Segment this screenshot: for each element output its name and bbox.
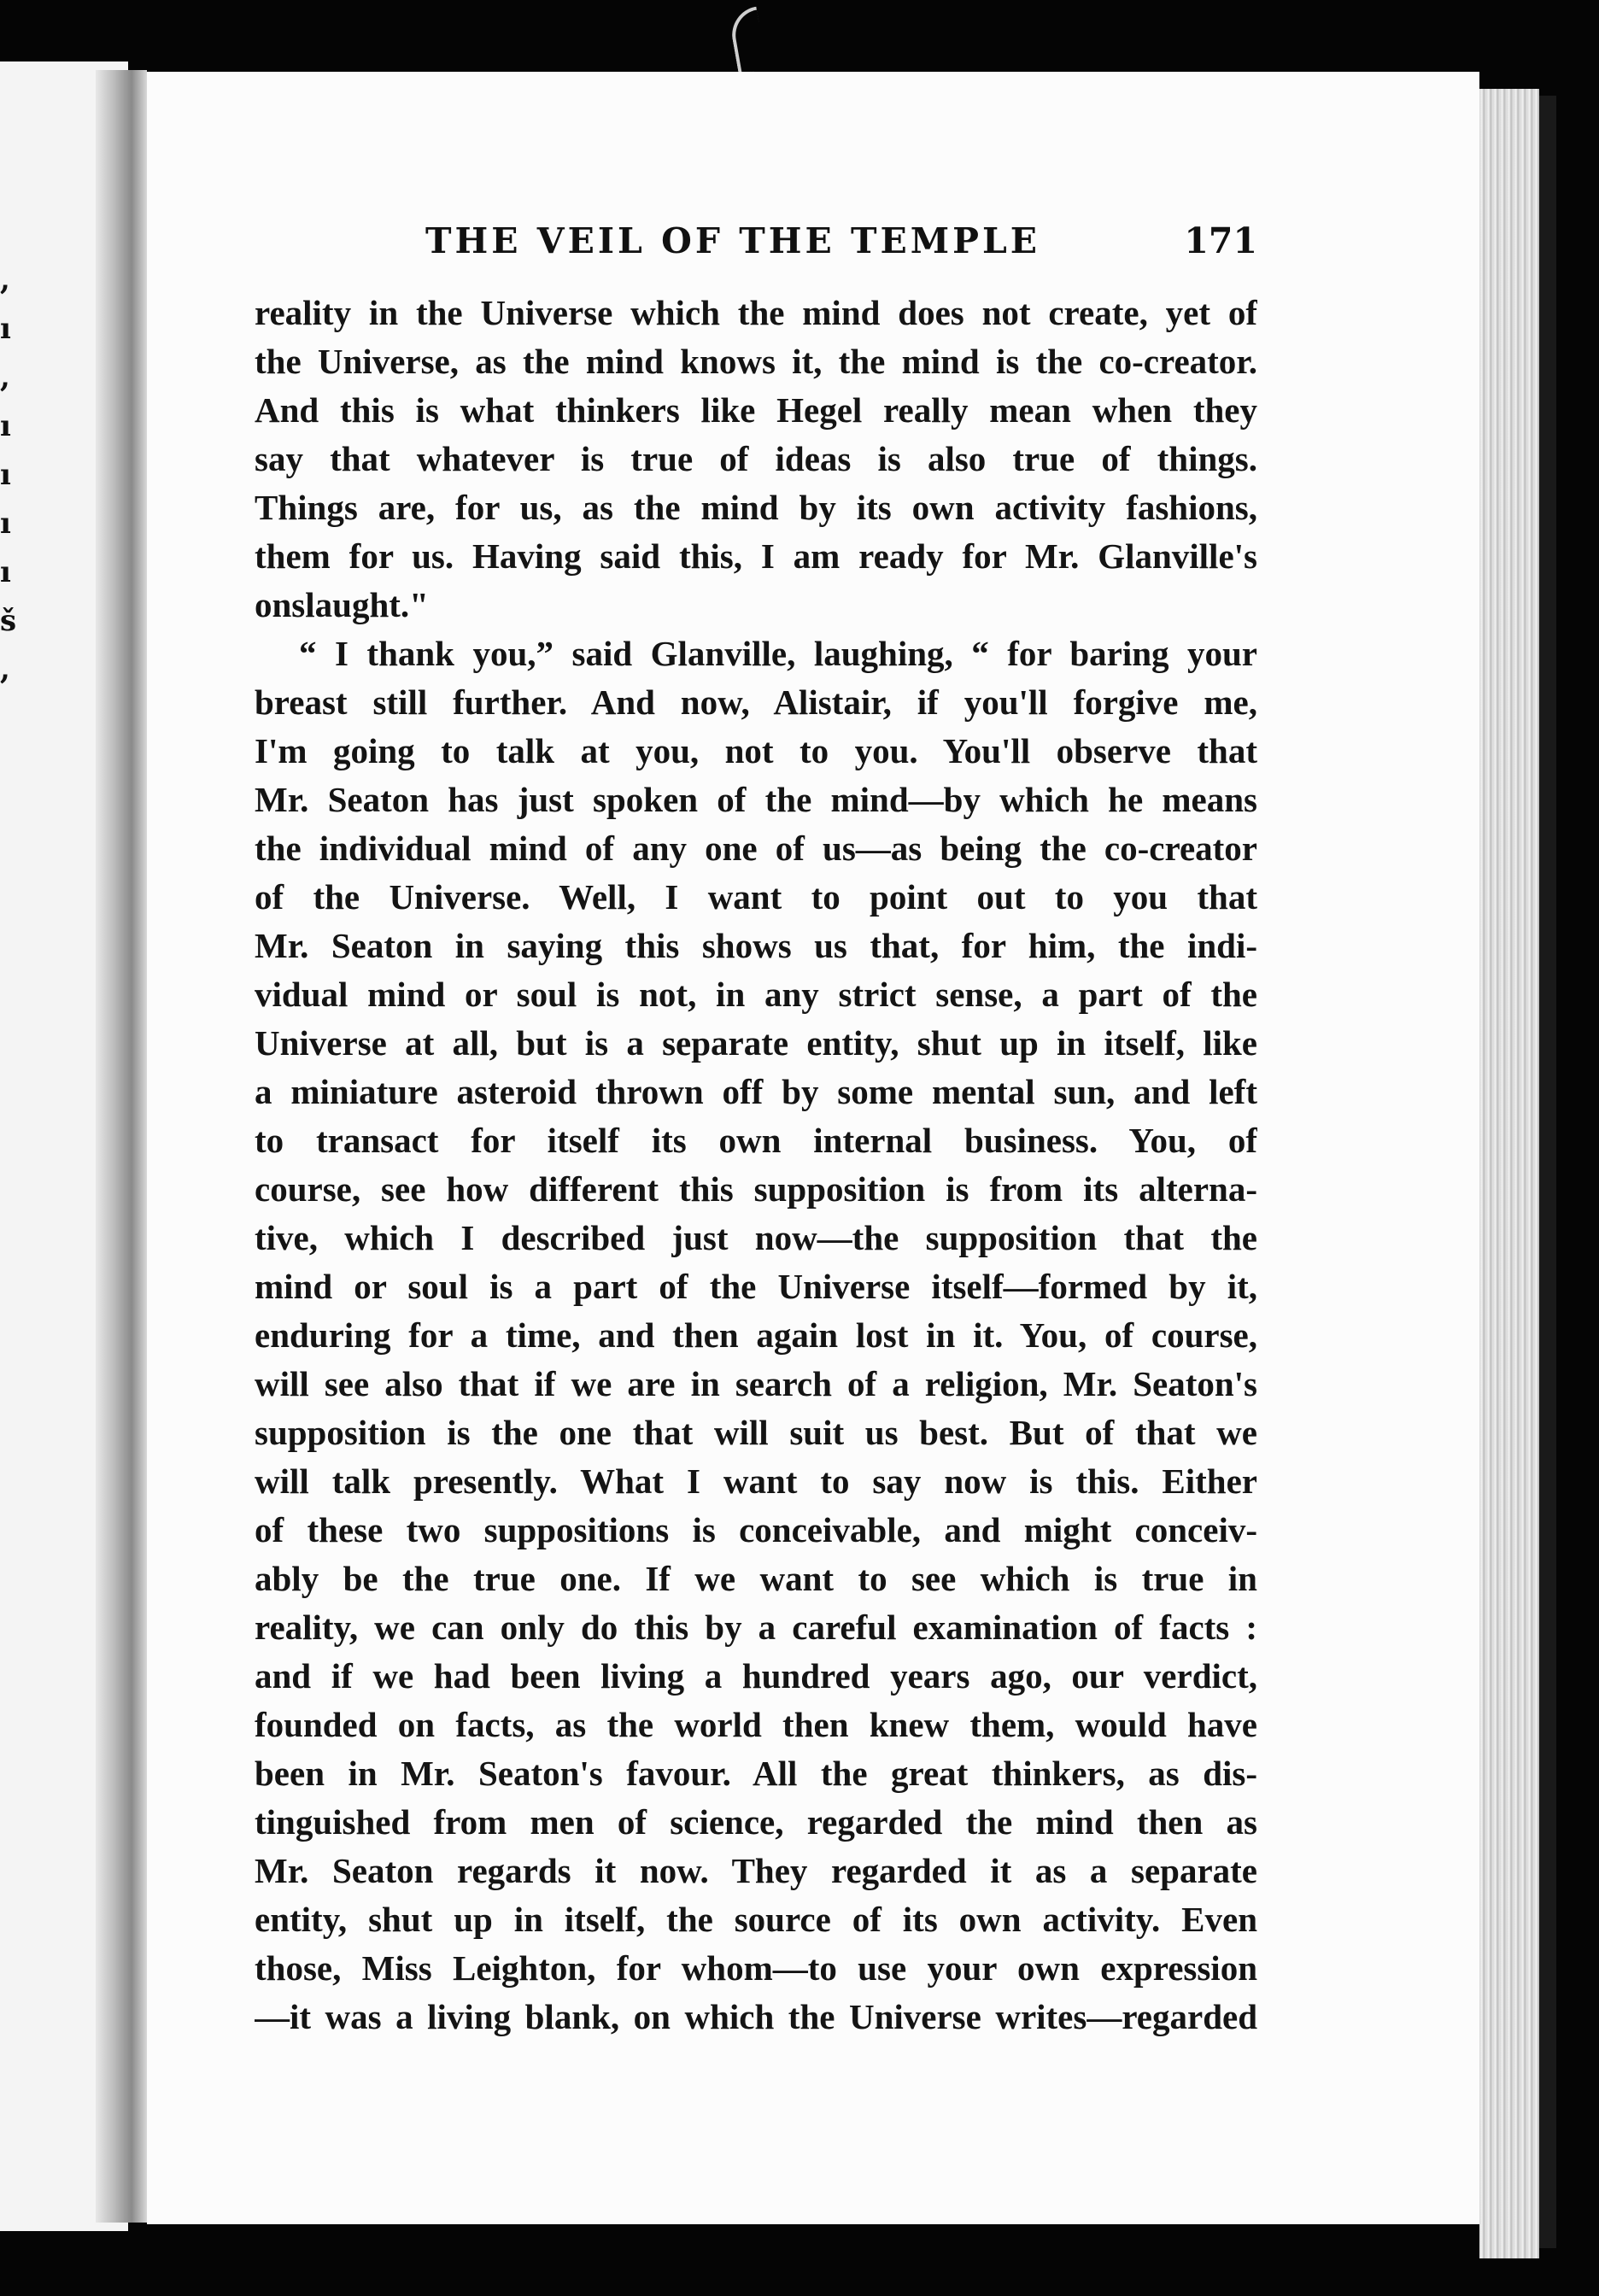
running-head	[256, 220, 1257, 272]
ribbon-mark	[728, 7, 767, 74]
text-line: and if we had been living a hundred years ago, our verdict,	[255, 1656, 1257, 1696]
text-line: Mr. Seaton in saying this shows us that, for him, the indi-	[255, 926, 1257, 965]
text-line: will see also that if we are in search of a religion, Mr. Seaton's	[255, 1364, 1257, 1403]
text-line: a miniature asteroid thrown off by some mental sun, and left	[255, 1072, 1257, 1111]
text-line: of these two suppositions is conceivable, and might conceiv-	[255, 1510, 1257, 1549]
text-line: of the Universe. Well, I want to point out to you that	[255, 877, 1257, 917]
text-line: the individual mind of any one of us—as being the co-creator	[255, 829, 1257, 868]
text-line: Things are, for us, as the mind by its own activity fashions,	[255, 488, 1257, 527]
text-line: reality in the Universe which the mind does not create, yet of	[255, 293, 1257, 332]
text-line: those, Miss Leighton, for whom—to use your own expression	[255, 1948, 1257, 1988]
bleed-glyph: ,	[0, 360, 10, 395]
text-line: enduring for a time, and then again lost in it. You, of course,	[255, 1315, 1257, 1355]
text-line: And this is what thinkers like Hegel really mean when they	[255, 390, 1257, 430]
text-line: will talk presently. What I want to say now is this. Either	[255, 1461, 1257, 1501]
text-line: vidual mind or soul is not, in any strict sense, a part of the	[255, 975, 1257, 1014]
text-line: course, see how different this supposition is from its alterna-	[255, 1169, 1257, 1209]
left-page-text-bleed	[0, 256, 17, 694]
text-line: “ I thank you,” said Glanville, laughing, “ for baring your	[299, 634, 1257, 673]
bleed-glyph: ı	[0, 507, 11, 541]
bleed-glyph: ,	[0, 653, 10, 687]
text-line: tinguished from men of science, regarded the mind then as	[255, 1802, 1257, 1842]
text-line: ably be the true one. If we want to see which is true in	[255, 1559, 1257, 1598]
text-line: reality, we can only do this by a careful examination of facts :	[255, 1608, 1257, 1647]
running-title: THE VEIL OF THE TEMPLE	[425, 220, 1041, 261]
bleed-glyph: ı	[0, 458, 11, 492]
text-line: Universe at all, but is a separate entity, shut up in itself, like	[255, 1023, 1257, 1063]
text-line: —it was a living blank, on which the Universe writes—regarded	[255, 1997, 1257, 2036]
text-line: I'm going to talk at you, not to you. You'll observe that	[255, 731, 1257, 770]
text-line: founded on facts, as the world then knew them, would have	[255, 1705, 1257, 1744]
text-line: them for us. Having said this, I am ready for Mr. Glanville's	[255, 536, 1257, 576]
page-number: 171	[1184, 220, 1257, 261]
text-line: mind or soul is a part of the Universe itself—formed by it,	[255, 1267, 1257, 1306]
text-line: entity, shut up in itself, the source of its own activity. Even	[255, 1900, 1257, 1939]
text-line: Mr. Seaton regards it now. They regarded it as a separate	[255, 1851, 1257, 1890]
bleed-glyph: ,	[0, 263, 10, 297]
text-line: supposition is the one that will suit us best. But of that we	[255, 1413, 1257, 1452]
text-line: onslaught."	[255, 585, 429, 624]
text-line: tive, which I described just now—the supposition that the	[255, 1218, 1257, 1257]
book-gutter	[96, 70, 147, 2223]
bleed-glyph: š	[0, 604, 17, 638]
bleed-glyph: ı	[0, 555, 11, 589]
bleed-glyph: ı	[0, 312, 11, 346]
text-line: Mr. Seaton has just spoken of the mind—by which he means	[255, 780, 1257, 819]
page-stack-edge	[1479, 89, 1539, 2258]
text-line: been in Mr. Seaton's favour. All the great thinkers, as dis-	[255, 1754, 1257, 1793]
bleed-glyph: ı	[0, 409, 11, 443]
book-cover-edge	[1539, 96, 1556, 2248]
body-text	[255, 289, 1257, 2041]
text-line: say that whatever is true of ideas is also true of things.	[255, 439, 1257, 478]
text-line: breast still further. And now, Alistair, if you'll forgive me,	[255, 682, 1257, 722]
text-line: the Universe, as the mind knows it, the mind is the co-creator.	[255, 342, 1257, 381]
text-line: to transact for itself its own internal business. You, of	[255, 1121, 1257, 1160]
